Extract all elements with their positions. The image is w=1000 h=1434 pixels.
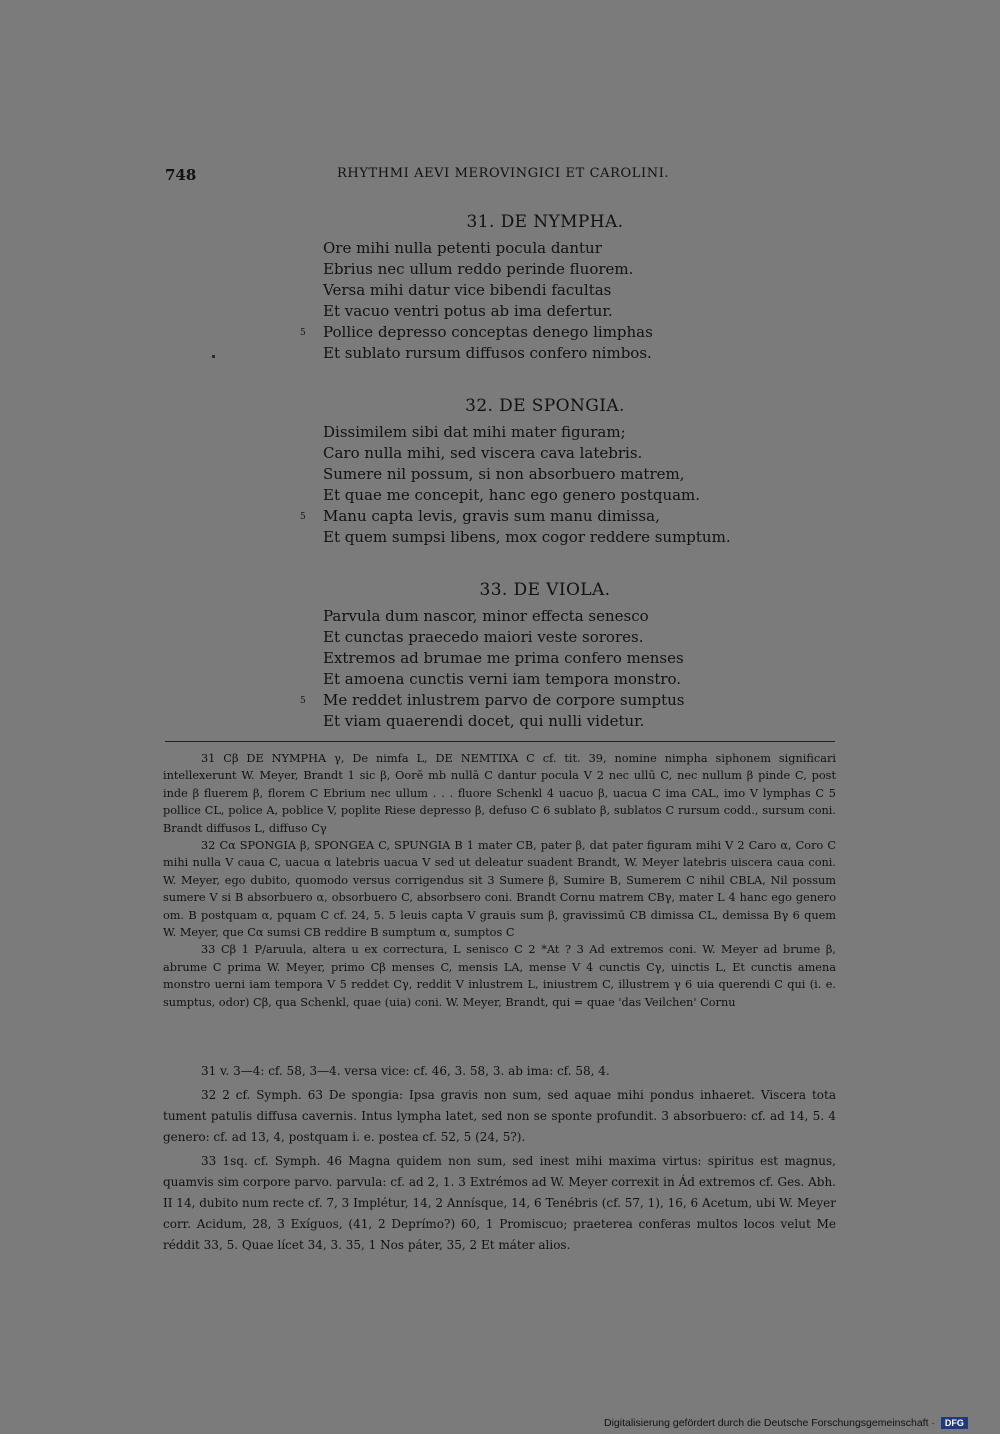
verse-text: Et amoena cunctis verni iam tempora monstro. [323,670,682,688]
verse-text: Et quae me concepit, hanc ego genero postquam. [323,486,701,504]
verse-line [300,627,780,648]
verse-line [300,238,780,259]
poem-31 [300,212,780,364]
margin-mark [212,355,215,358]
verse-line [300,527,780,548]
verse-text: Extremos ad brumae me prima confero menses [323,649,684,667]
page-number: 748 [165,166,197,184]
verse-line [300,280,780,301]
dfg-logo[interactable]: DFG [941,1417,968,1429]
line-number: 5 [300,512,306,522]
verse-line [300,301,780,322]
running-header [165,166,670,186]
line-number: 5 [300,328,306,338]
verse-line [300,506,780,527]
apparatus-note-33: 33 Cβ 1 P/aruula, altera u ex correctura, L senisco C 2 *At ? 3 Ad extremos coni. W. Meyer ad brume β, abrume C prima W. Meyer, primo Cβ menses C, mensis LA, mense V 4 cunctis Cγ, uinctis L, Et cunctis amena monstro uerni iam tempora V 5 reddet Cγ, reddit V inlustrem L, iniustrem C, illustrem γ 6 uia querendi C qui (i. e. sumptus, odor) Cβ, qua Schenkl, quae (uia) coni. W. Meyer, Brandt, qui = quae 'das Veilchen' Cornu [163,943,836,1009]
verse-text: Caro nulla mihi, sed viscera cava latebris. [323,444,643,462]
apparatus-note-31: 31 Cβ DE NYMPHA γ, De nimfa L, DE NEMTIXA C cf. tit. 39, nomine nimpha siphonem significari intellexerunt W. Meyer, Brandt 1 sic β, Oorē mb nullā C dantur pocula V 2 nec ullū C, nec nullum β pinde C, post inde β fluerem β, florem C Ebrium nec ullum . . . fluore Schenkl 4 uacuo β, uacua C ima CAL, imo V lymphas C 5 pollice CL, police A, poblice V, poplite Riese depresso β, defuso C 6 sublato β, sublatos C rursum codd., sursum coni. Brandt diffusos L, diffuso Cγ [163,752,836,835]
verse-line [300,422,780,443]
footer-text: Digitalisierung gefördert durch die Deutsche Forschungsgemeinschaft · [604,1417,935,1429]
verse-text: Et cunctas praecedo maiori veste sorores. [323,628,644,646]
verse-text: Ore mihi nulla petenti pocula dantur [323,239,602,257]
line-number: 5 [300,696,306,706]
verse-line [300,464,780,485]
verse-line [300,259,780,280]
verse-text: Manu capta levis, gravis sum manu dimissa, [323,507,660,525]
poem-32 [300,396,780,548]
poem-title: 32. DE SPONGIA. [465,396,625,416]
verse-text: Et vacuo ventri potus ab ima defertur. [323,302,613,320]
digitization-footer [604,1417,968,1429]
poem-title: 33. DE VIOLA. [479,580,611,600]
verse-text: Et sublato rursum diffusos confero nimbos. [323,344,652,362]
verse-line [300,322,780,343]
poem-33 [300,580,780,732]
commentary-note-32: 32 2 cf. Symph. 63 De spongia: Ipsa gravis non sum, sed aquae mihi pondus inhaeret. Viscera tota tument patulis diffusa cavernis. Intus lympha latet, sed non se sponte profundit. 3 absorbuero: cf. ad 14, 5. 4 genero: cf. ad 13, 4, postquam i. e. postea cf. 52, 5 (24, 5?). [163,1088,836,1144]
commentary-note-31: 31 v. 3—4: cf. 58, 3—4. versa vice: cf. 46, 3. 58, 3. ab ima: cf. 58, 4. [201,1064,610,1078]
verse-line [300,443,780,464]
footnote-divider [165,741,835,742]
apparatus-note-32: 32 Cα SPONGIA β, SPONGEA C, SPUNGIA B 1 mater CB, pater β, dat pater figuram mihi V 2 Caro α, Coro C mihi nulla V caua C, uacua α latebris uacua V sed ut deleatur suadent Brandt, W. Meyer latebris uiscera caua coni. W. Meyer, ego dubito, quomodo versus corrigendus sit 3 Sumere β, Sumire B, Sumerem C nihil CBLA, Nil possum sumere V si B absorbuero α, obsorbuero C, absorbsero coni. Brandt Cornu matrem CBγ, mater L 4 hanc ego genero om. B postquam α, pquam C cf. 24, 5. 5 leuis capta V grauis sum β, gravissimū CB dimissa CL, demissa Bγ 6 quem W. Meyer, que Cα sumsi CB reddire B sumptum α, sumptos C [163,839,836,940]
verse-text: Pollice depresso conceptas denego limphas [323,323,653,341]
verse-line [300,648,780,669]
commentary [163,1061,836,1259]
verse-line [300,606,780,627]
commentary-note-33: 33 1sq. cf. Symph. 46 Magna quidem non sum, sed inest mihi maxima virtus: spiritus est magnus, quamvis sim corpore parvo. parvula: cf. ad 2, 1. 3 Extrémos ad W. Meyer correxit in Ád extremos cf. Ges. Abh. II 14, dubito num recte cf. 7, 3 Implétur, 14, 2 Annísque, 14, 6 Tenébris (cf. 57, 1), 16, 6 Acetum, ubi W. Meyer corr. Acidum, 28, 3 Exíguos, (41, 2 Deprímo?) 60, 1 Promiscuo; praeterea conferas multos locos velut Me réddit 33, 5. Quae lícet 34, 3. 35, 1 Nos páter, 35, 2 Et máter alios. [163,1154,836,1252]
verse-text: Ebrius nec ullum reddo perinde fluorem. [323,260,634,278]
verse-line [300,669,780,690]
verse-text: Et viam quaerendi docet, qui nulli videtur. [323,712,645,730]
verse-text: Versa mihi datur vice bibendi facultas [323,281,612,299]
poem-title: 31. DE NYMPHA. [466,212,624,232]
verse-line [300,485,780,506]
verse-line [300,690,780,711]
running-title: RHYTHMI AEVI MEROVINGICI ET CAROLINI. [337,166,670,181]
verse-text: Dissimilem sibi dat mihi mater figuram; [323,423,626,441]
verse-line [300,711,780,732]
verse-text: Sumere nil possum, si non absorbuero matrem, [323,465,685,483]
verse-text: Parvula dum nascor, minor effecta senesco [323,607,649,625]
verse-text: Me reddet inlustrem parvo de corpore sumptus [323,691,685,709]
verse-text: Et quem sumpsi libens, mox cogor reddere sumptum. [323,528,731,546]
critical-apparatus [163,750,836,1011]
verse-line [300,343,780,364]
